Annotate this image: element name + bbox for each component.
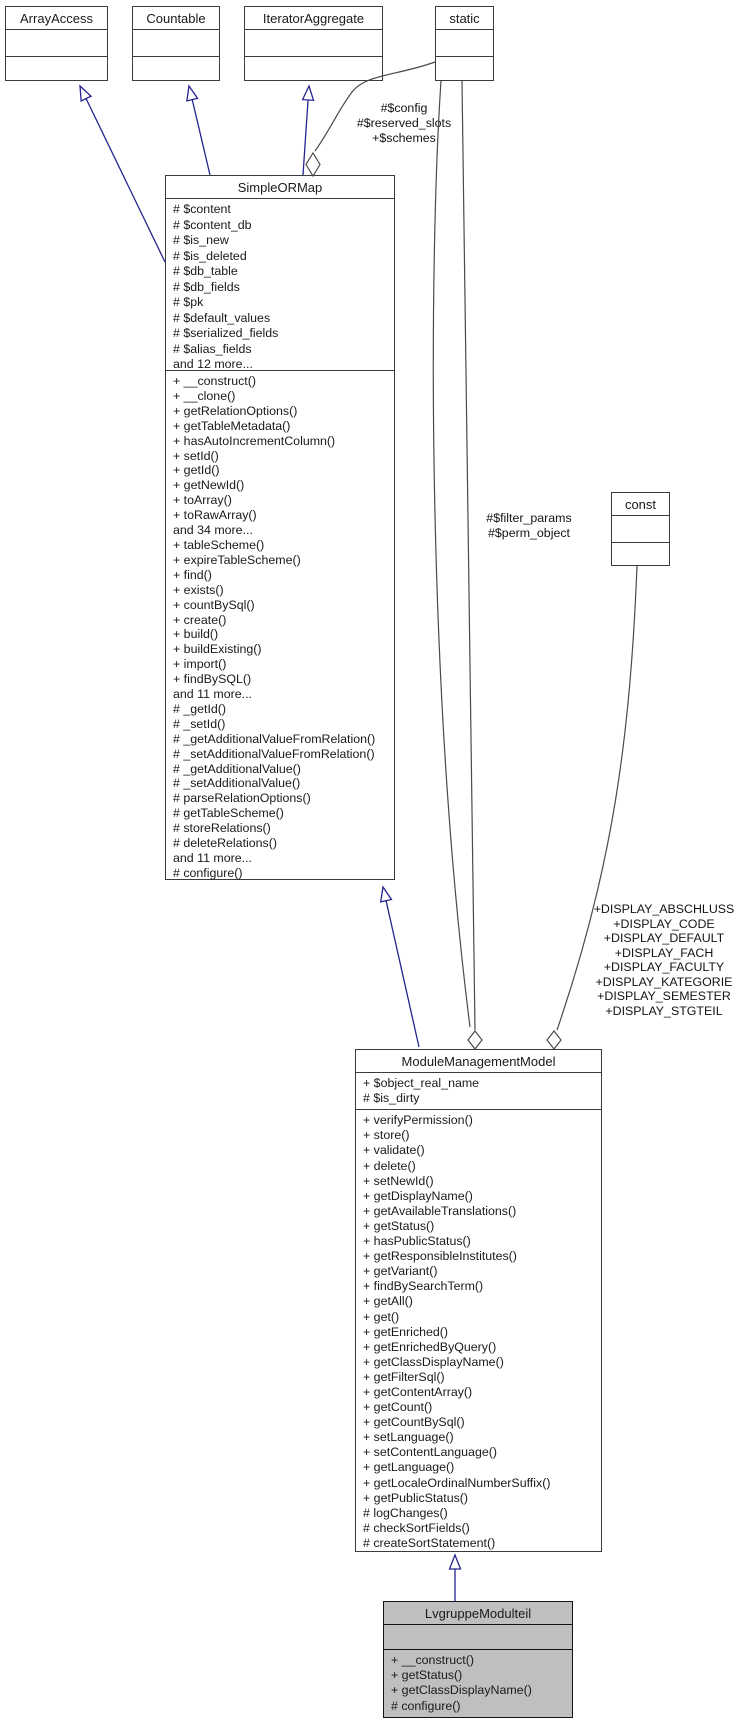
member-line: # configure() <box>391 1698 461 1713</box>
member-line: +DISPLAY_FACULTY <box>603 960 725 974</box>
member-line: + store() <box>363 1128 410 1143</box>
member-line: + setId() <box>173 448 219 463</box>
class-title-arrayaccess: ArrayAccess <box>20 11 93 26</box>
member-line: + getResponsibleInstitutes() <box>363 1249 517 1264</box>
member-line: + toRawArray() <box>173 508 257 523</box>
member-line: + getStatus() <box>363 1218 435 1233</box>
member-line: # _setAdditionalValue() <box>173 776 301 791</box>
class-title-iteratoraggregate: IteratorAggregate <box>262 11 365 26</box>
member-line: + import() <box>173 657 227 672</box>
member-line: # configure() <box>173 865 243 880</box>
member-line: +DISPLAY_ABSCHLUSS <box>593 902 735 916</box>
member-line: + toArray() <box>173 493 232 508</box>
member-line: + __construct() <box>391 1653 474 1667</box>
member-line: + exists() <box>173 582 224 597</box>
member-line: + getAvailableTranslations() <box>363 1203 517 1218</box>
simpleormap-attributes <box>166 198 394 370</box>
member-line: + getContentArray() <box>363 1384 473 1399</box>
aggregation-diamond-icon-modulemanagementmodel-right <box>547 1031 561 1049</box>
member-line: # $serialized_fields <box>173 326 279 340</box>
class-box-const[interactable] <box>611 492 670 566</box>
member-line: and 12 more... <box>173 357 253 371</box>
inheritance-edge-simpleormap-iteratoraggregate <box>303 86 309 175</box>
class-title-lvgruppemodulteil: LvgruppeModulteil <box>424 1606 532 1621</box>
lvgruppemodulteil-methods <box>384 1649 572 1717</box>
member-line: # storeRelations() <box>173 821 271 836</box>
member-line: + buildExisting() <box>173 642 262 657</box>
member-line: + getEnrichedByQuery() <box>363 1339 497 1354</box>
edge-label-static-modulemanagementmodel <box>470 511 588 541</box>
member-line: #$filter_params <box>486 511 572 525</box>
static-attributes-empty <box>436 29 493 56</box>
member-line: # $content_db <box>173 217 252 232</box>
member-line: # $default_values <box>173 310 271 325</box>
member-line: + getCount() <box>363 1400 433 1415</box>
member-line: + getCountBySql() <box>363 1415 465 1430</box>
aggregation-diamond-icon-modulemanagementmodel-left <box>468 1031 482 1049</box>
member-line: # $is_new <box>173 233 229 247</box>
class-box-simpleormap[interactable] <box>165 175 395 880</box>
member-line: and 11 more... <box>173 687 252 702</box>
member-line: # _getId() <box>173 701 227 716</box>
class-box-static[interactable] <box>435 6 494 81</box>
member-line: + getVariant() <box>363 1264 438 1279</box>
class-title-modulemanagementmodel: ModuleManagementModel <box>401 1054 556 1069</box>
member-line: + get() <box>363 1309 400 1324</box>
inheritance-edge-modulemanagementmodel-simpleormap <box>383 887 419 1047</box>
member-line: #$perm_object <box>488 526 570 540</box>
member-line: +DISPLAY_SEMESTER <box>597 989 731 1003</box>
member-line: + getClassDisplayName() <box>391 1683 532 1698</box>
modulemanagementmodel-attributes <box>356 1072 601 1109</box>
member-line: +DISPLAY_CODE <box>613 916 715 931</box>
member-line: #$reserved_slots <box>356 116 452 130</box>
member-line: # _getAdditionalValue() <box>173 761 301 776</box>
member-line: # getTableScheme() <box>173 806 284 821</box>
edge-label-const-modulemanagementmodel <box>585 902 743 1018</box>
member-line: + expireTableScheme() <box>173 552 301 567</box>
member-line: + getTableMetadata() <box>173 418 291 433</box>
modulemanagementmodel-methods <box>356 1109 601 1551</box>
member-line: + getAll() <box>363 1294 413 1309</box>
member-line: # $db_fields <box>173 279 240 294</box>
inheritance-edge-simpleormap-arrayaccess <box>80 86 165 262</box>
member-line: + getClassDisplayName() <box>363 1354 504 1369</box>
class-box-iteratoraggregate[interactable] <box>244 6 383 81</box>
member-line: +$schemes <box>372 131 436 145</box>
arrayaccess-attributes-empty <box>6 29 107 56</box>
edge-label-static-simpleormap <box>340 101 468 146</box>
member-line: # checkSortFields() <box>363 1520 470 1535</box>
association-edge-static-modulemanagementmodel-2 <box>433 81 470 1027</box>
member-line: + getLocaleOrdinalNumberSuffix() <box>363 1475 551 1490</box>
member-line: + __construct() <box>173 374 256 388</box>
member-line: + create() <box>173 612 227 627</box>
member-line: + build() <box>173 627 219 642</box>
member-line: + getPublicStatus() <box>363 1490 469 1505</box>
inheritance-edge-simpleormap-countable <box>189 86 210 175</box>
iteratoraggregate-attributes-empty <box>245 29 382 56</box>
member-line: # $alias_fields <box>173 341 252 356</box>
member-line: + verifyPermission() <box>363 1113 473 1128</box>
class-box-lvgruppemodulteil[interactable] <box>383 1601 573 1718</box>
member-line: and 11 more... <box>173 851 252 865</box>
member-line: + setContentLanguage() <box>363 1445 497 1460</box>
class-box-arrayaccess[interactable] <box>5 6 108 81</box>
member-line: # $is_deleted <box>173 248 247 263</box>
member-line: # _getAdditionalValueFromRelation() <box>173 731 376 746</box>
member-line: + findBySQL() <box>173 672 252 687</box>
member-line: +DISPLAY_KATEGORIE <box>595 974 733 989</box>
member-line: + getRelationOptions() <box>173 403 298 418</box>
member-line: + getStatus() <box>391 1668 463 1683</box>
member-line: + setLanguage() <box>363 1430 454 1445</box>
member-line: + getLanguage() <box>363 1460 455 1475</box>
member-line: + getFilterSql() <box>363 1369 445 1384</box>
lvgruppemodulteil-attributes-empty <box>384 1624 572 1649</box>
member-line: + tableScheme() <box>173 537 265 552</box>
member-line: + hasAutoIncrementColumn() <box>173 433 336 448</box>
aggregation-diamond-icon-simpleormap <box>306 153 320 176</box>
simpleormap-methods <box>166 370 394 881</box>
member-line: + countBySql() <box>173 597 255 612</box>
member-line: # deleteRelations() <box>173 836 278 851</box>
member-line: # createSortStatement() <box>363 1535 496 1550</box>
member-line: # $pk <box>173 295 204 309</box>
member-line: + getEnriched() <box>363 1324 449 1339</box>
member-line: + setNewId() <box>363 1173 434 1188</box>
member-line: # $content <box>173 202 231 216</box>
member-line: # $is_dirty <box>363 1091 420 1105</box>
member-line: # _setId() <box>173 716 226 731</box>
arrayaccess-methods-empty <box>6 56 107 80</box>
class-box-countable[interactable] <box>132 6 220 81</box>
member-line: +DISPLAY_STGTEIL <box>605 1003 723 1018</box>
member-line: # parseRelationOptions() <box>173 791 311 806</box>
member-line: + getNewId() <box>173 478 245 493</box>
countable-attributes-empty <box>133 29 219 56</box>
member-line: + __clone() <box>173 388 236 403</box>
association-edge-static-modulemanagementmodel <box>462 81 475 1030</box>
member-line: + getDisplayName() <box>363 1188 473 1203</box>
class-title-simpleormap: SimpleORMap <box>237 180 323 195</box>
member-line: + getId() <box>173 463 220 478</box>
member-line: # logChanges() <box>363 1505 448 1520</box>
class-title-const: const <box>624 497 657 512</box>
member-line: + find() <box>173 567 212 582</box>
class-title-countable: Countable <box>146 11 206 26</box>
countable-methods-empty <box>133 56 219 80</box>
member-line: # $db_table <box>173 264 238 278</box>
member-line: + $object_real_name <box>363 1076 480 1090</box>
member-line: and 34 more... <box>173 523 253 538</box>
member-line: # _setAdditionalValueFromRelation() <box>173 746 375 761</box>
member-line: + findBySearchTerm() <box>363 1279 484 1294</box>
const-methods-empty <box>612 542 669 565</box>
static-methods-empty <box>436 56 493 80</box>
const-attributes-empty <box>612 515 669 542</box>
member-line: + delete() <box>363 1158 416 1173</box>
member-line: +DISPLAY_FACH <box>614 945 714 960</box>
member-line: #$config <box>380 101 428 115</box>
iteratoraggregate-methods-empty <box>245 56 382 80</box>
member-line: + hasPublicStatus() <box>363 1234 471 1249</box>
class-box-modulemanagementmodel[interactable] <box>355 1049 602 1552</box>
member-line: +DISPLAY_DEFAULT <box>603 931 725 945</box>
class-title-static: static <box>449 11 480 26</box>
member-line: + validate() <box>363 1143 425 1158</box>
